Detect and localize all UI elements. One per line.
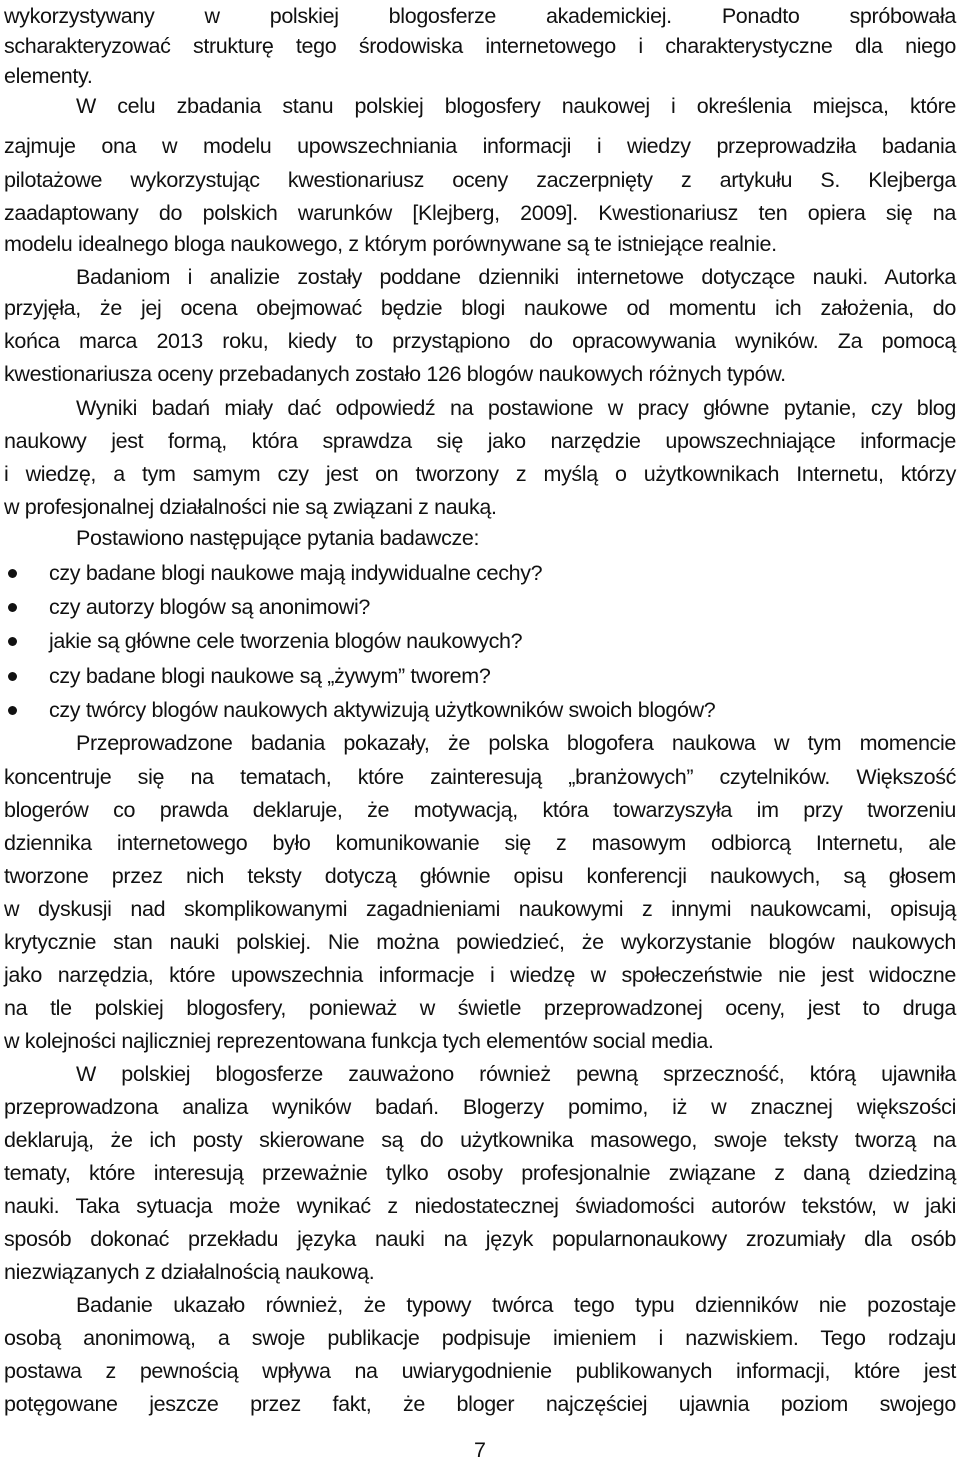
list-item-text: czy autorzy blogów są anonimowi?: [49, 595, 371, 619]
text-line: potęgowane jeszcze przez fakt, że bloger najczęściej ujawnia poziom swojego: [4, 1392, 956, 1416]
list-item: [4, 557, 956, 589]
text-line: nauki. Taka sytuacja może wynikać z niedostatecznej świadomości autorów tekstów, w jaki: [4, 1194, 956, 1218]
text-line: na tle polskiej blogosfery, ponieważ w świetle przeprowadzonej oceny, jest to druga: [4, 996, 956, 1020]
text-line: Badaniom i analizie zostały poddane dzienniki internetowe dotyczące nauki. Autorka: [76, 265, 956, 289]
text-line: scharakteryzować strukturę tego środowiska internetowego i charakterystyczne dla niego: [4, 34, 956, 58]
list-item-text: jakie są główne cele tworzenia blogów naukowych?: [49, 629, 523, 653]
text-line: kwestionariusza oceny przebadanych zostało 126 blogów naukowych różnych typów.: [4, 362, 786, 386]
text-line: wykorzystywany w polskiej blogosferze akademickiej. Ponadto spróbowała: [4, 4, 956, 28]
text-line: naukowy jest formą, która sprawdza się jako narzędzie upowszechniające informacje: [4, 429, 956, 453]
text-line: w profesjonalnej działalności nie są związani z nauką.: [4, 495, 497, 519]
page-number: 7: [474, 1438, 486, 1462]
text-line: Badanie ukazało również, że typowy twórca tego typu dzienników nie pozostaje: [76, 1293, 956, 1317]
list-item-text: czy twórcy blogów naukowych aktywizują użytkowników swoich blogów?: [49, 698, 716, 722]
list-item-text: czy badane blogi naukowe są „żywym” tworem?: [49, 664, 491, 688]
text-line: w dyskusji nad skomplikowanymi zagadnieniami naukowymi z innymi naukowcami, opisują: [4, 897, 956, 921]
text-line: postawa z pewnością wpływa na uwiarygodnienie publikowanych informacji, które jest: [4, 1359, 956, 1383]
text-line: tworzone przez nich teksty dotyczą głównie opisu konferencji naukowych, są głosem: [4, 864, 956, 888]
bullet-icon: [8, 706, 17, 715]
text-line: blogerów co prawda deklaruje, że motywacją, która towarzyszyła im przy tworzeniu: [4, 798, 956, 822]
text-line: Postawiono następujące pytania badawcze:: [76, 526, 480, 550]
bullet-icon: [8, 603, 17, 612]
list-item: [4, 591, 956, 623]
list-item: [4, 694, 956, 726]
text-line: koncentruje się na tematach, które zainteresują „branżowych” czytelników. Większość: [4, 765, 956, 789]
text-line: Przeprowadzone badania pokazały, że polska blogofera naukowa w tym momencie: [76, 731, 956, 755]
list-item: [4, 660, 956, 692]
text-line: przeprowadzona analiza wyników badań. Blogerzy pomimo, iż w znacznej większości: [4, 1095, 956, 1119]
text-line: dziennika internetowego było komunikowanie się z masowym odbiorcą Internetu, ale: [4, 831, 956, 855]
text-line: Wyniki badań miały dać odpowiedź na postawione w pracy główne pytanie, czy blog: [76, 396, 956, 420]
text-line: modelu idealnego bloga naukowego, z którym porównywane są te istniejące realnie.: [4, 232, 777, 256]
bullet-icon: [8, 569, 17, 578]
text-line: elementy.: [4, 64, 93, 88]
text-line: końca marca 2013 roku, kiedy to przystąpiono do opracowywania wyników. Za pomocą: [4, 329, 956, 353]
text-line: W celu zbadania stanu polskiej blogosfery naukowej i określenia miejsca, które: [76, 94, 956, 118]
text-line: zajmuje ona w modelu upowszechniania informacji i wiedzy przeprowadziła badania: [4, 134, 956, 158]
text-line: pilotażowe wykorzystując kwestionariusz oceny zaczerpnięty z artykułu S. Klejberga: [4, 168, 956, 192]
text-line: tematy, które interesują przeważnie tylko osoby profesjonalnie związane z daną dziedziną: [4, 1161, 956, 1185]
bullet-icon: [8, 637, 17, 646]
text-line: zaadaptowany do polskich warunków [Klejberg, 2009]. Kwestionariusz ten opiera się na: [4, 201, 956, 225]
text-line: jako narzędzia, które upowszechnia informacje i wiedzę w społeczeństwie nie jest widoczne: [4, 963, 956, 987]
text-line: sposób dokonać przekładu języka nauki na język popularnonaukowy zrozumiały dla osób: [4, 1227, 956, 1251]
text-line: W polskiej blogosferze zauważono również pewną sprzeczność, którą ujawniła: [76, 1062, 956, 1086]
list-item: [4, 625, 956, 657]
text-line: osobą anonimową, a swoje publikacje podpisuje imieniem i nazwiskiem. Tego rodzaju: [4, 1326, 956, 1350]
text-line: deklarują, że ich posty skierowane są do użytkownika masowego, swoje teksty tworzą na: [4, 1128, 956, 1152]
text-line: w kolejności najliczniej reprezentowana funkcja tych elementów social media.: [4, 1029, 714, 1053]
text-line: krytycznie stan nauki polskiej. Nie można powiedzieć, że wykorzystanie blogów naukowych: [4, 930, 956, 954]
text-line: przyjęła, że jej ocena obejmować będzie blogi naukowe od momentu ich założenia, do: [4, 296, 956, 320]
list-item-text: czy badane blogi naukowe mają indywidualne cechy?: [49, 561, 543, 585]
bullet-icon: [8, 672, 17, 681]
text-line: niezwiązanych z działalnością naukową.: [4, 1260, 375, 1284]
text-line: i wiedzę, a tym samym czy jest on tworzony z myślą o użytkownikach Internetu, którzy: [4, 462, 956, 486]
